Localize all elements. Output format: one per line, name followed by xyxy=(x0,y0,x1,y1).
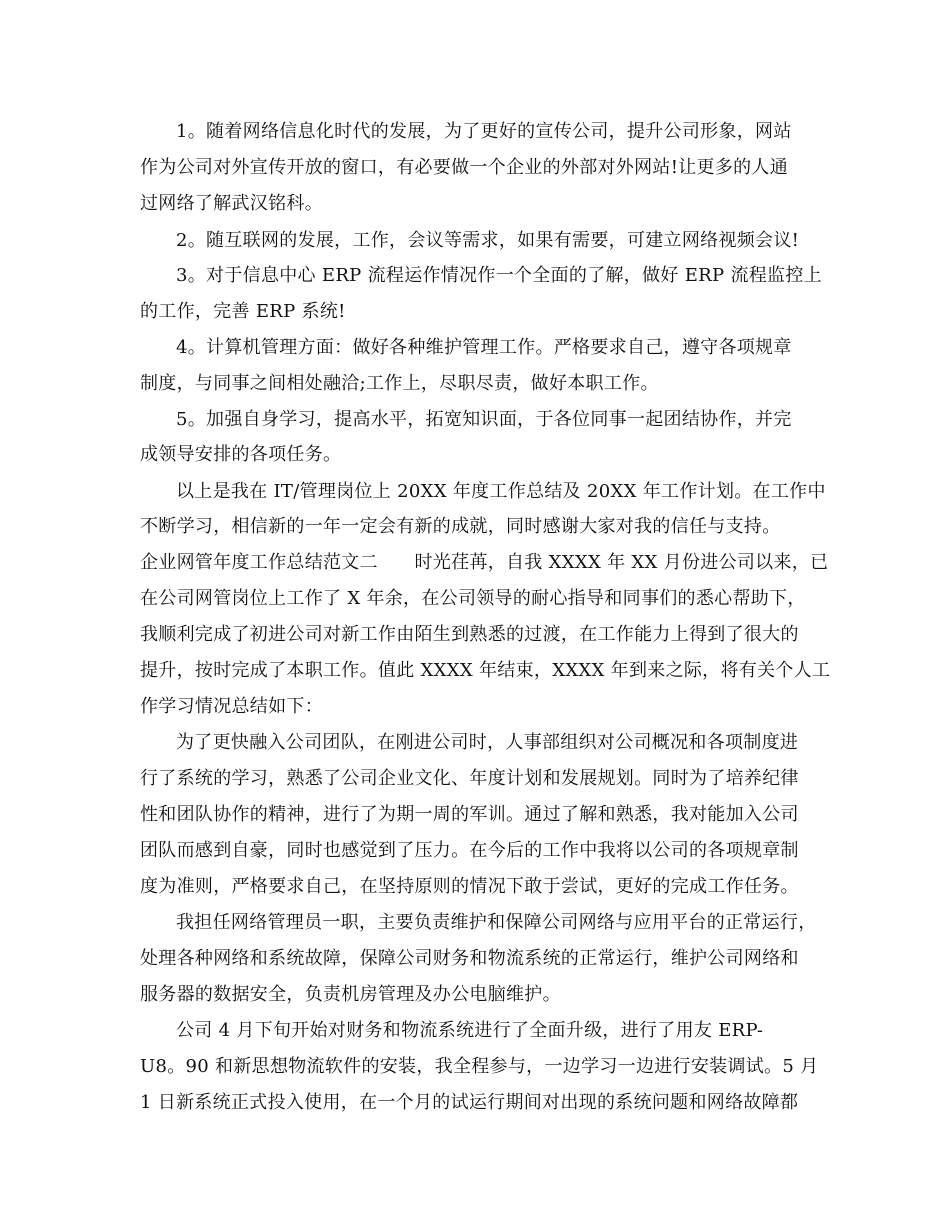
paragraph-line: 公司 4 月下旬开始对财务和物流系统进行了全面升级，进行了用友 ERP- xyxy=(176,1020,764,1041)
paragraph-line: 我顺利完成了初进公司对新工作由陌生到熟悉的过渡，在工作能力上得到了很大的 xyxy=(140,624,799,645)
paragraph-line: 为了更快融入公司团队，在刚进公司时，人事部组织对公司概况和各项制度进 xyxy=(176,732,799,753)
paragraph-line: 作为公司对外宣传开放的窗口，有必要做一个企业的外部对外网站!让更多的人通 xyxy=(140,157,789,178)
section-heading-line: 企业网管年度工作总结范文二 时光荏苒，自我 XXXX 年 XX 月份进公司以来，已 xyxy=(140,552,829,573)
paragraph-line: 度为准则，严格要求自己，在坚持原则的情况下敢于尝试，更好的完成工作任务。 xyxy=(140,876,799,897)
paragraph-line: 制度，与同事之间相处融洽;工作上，尽职尽责，做好本职工作。 xyxy=(140,373,659,394)
paragraph-line: 4。计算机管理方面：做好各种维护管理工作。严格要求自己，遵守各项规章 xyxy=(176,337,792,358)
paragraph-line: 的工作，完善 ERP 系统! xyxy=(140,301,346,322)
paragraph-line: 以上是我在 IT/管理岗位上 20XX 年度工作总结及 20XX 年工作计划。在工作中 xyxy=(176,481,826,502)
paragraph-line: 1。随着网络信息化时代的发展，为了更好的宣传公司，提升公司形象，网站 xyxy=(176,121,792,142)
paragraph-line: 5。加强自身学习，提高水平，拓宽知识面，于各位同事一起团结协作，并完 xyxy=(176,409,792,430)
paragraph-line: 提升，按时完成了本职工作。值此 XXXX 年结束，XXXX 年到来之际，将有关个人工 xyxy=(140,660,831,681)
paragraph-line: 1 日新系统正式投入使用，在一个月的试运行期间对出现的系统问题和网络故障都 xyxy=(140,1092,799,1113)
paragraph-line: 不断学习，相信新的一年一定会有新的成就，同时感谢大家对我的信任与支持。 xyxy=(140,516,781,537)
paragraph-line: 团队而感到自豪，同时也感觉到了压力。在今后的工作中我将以公司的各项规章制 xyxy=(140,840,799,861)
paragraph-line: 2。随互联网的发展，工作，会议等需求，如果有需要，可建立网络视频会议! xyxy=(176,230,800,251)
paragraph-line: 成领导安排的各项任务。 xyxy=(140,444,342,465)
paragraph-line: U8。90 和新思想物流软件的安装，我全程参与，一边学习一边进行安装调试。5 月 xyxy=(140,1056,819,1077)
paragraph-line: 行了系统的学习，熟悉了公司企业文化、年度计划和发展规划。同时为了培养纪律 xyxy=(140,768,799,789)
paragraph-line: 处理各种网络和系统故障，保障公司财务和物流系统的正常运行，维护公司网络和 xyxy=(140,948,799,969)
paragraph-line: 性和团队协作的精神，进行了为期一周的军训。通过了解和熟悉，我对能加入公司 xyxy=(140,804,799,825)
paragraph-line: 服务器的数据安全，负责机房管理及办公电脑维护。 xyxy=(140,984,561,1005)
paragraph-line: 3。对于信息中心 ERP 流程运作情况作一个全面的了解，做好 ERP 流程监控上 xyxy=(176,265,822,286)
paragraph-line: 在公司网管岗位上工作了 X 年余，在公司领导的耐心指导和同事们的悉心帮助下， xyxy=(140,588,806,609)
paragraph-line: 我担任网络管理员一职，主要负责维护和保障公司网络与应用平台的正常运行， xyxy=(176,912,817,933)
paragraph-line: 作学习情况总结如下： xyxy=(140,696,323,717)
paragraph-line: 过网络了解武汉铭科。 xyxy=(140,193,323,214)
